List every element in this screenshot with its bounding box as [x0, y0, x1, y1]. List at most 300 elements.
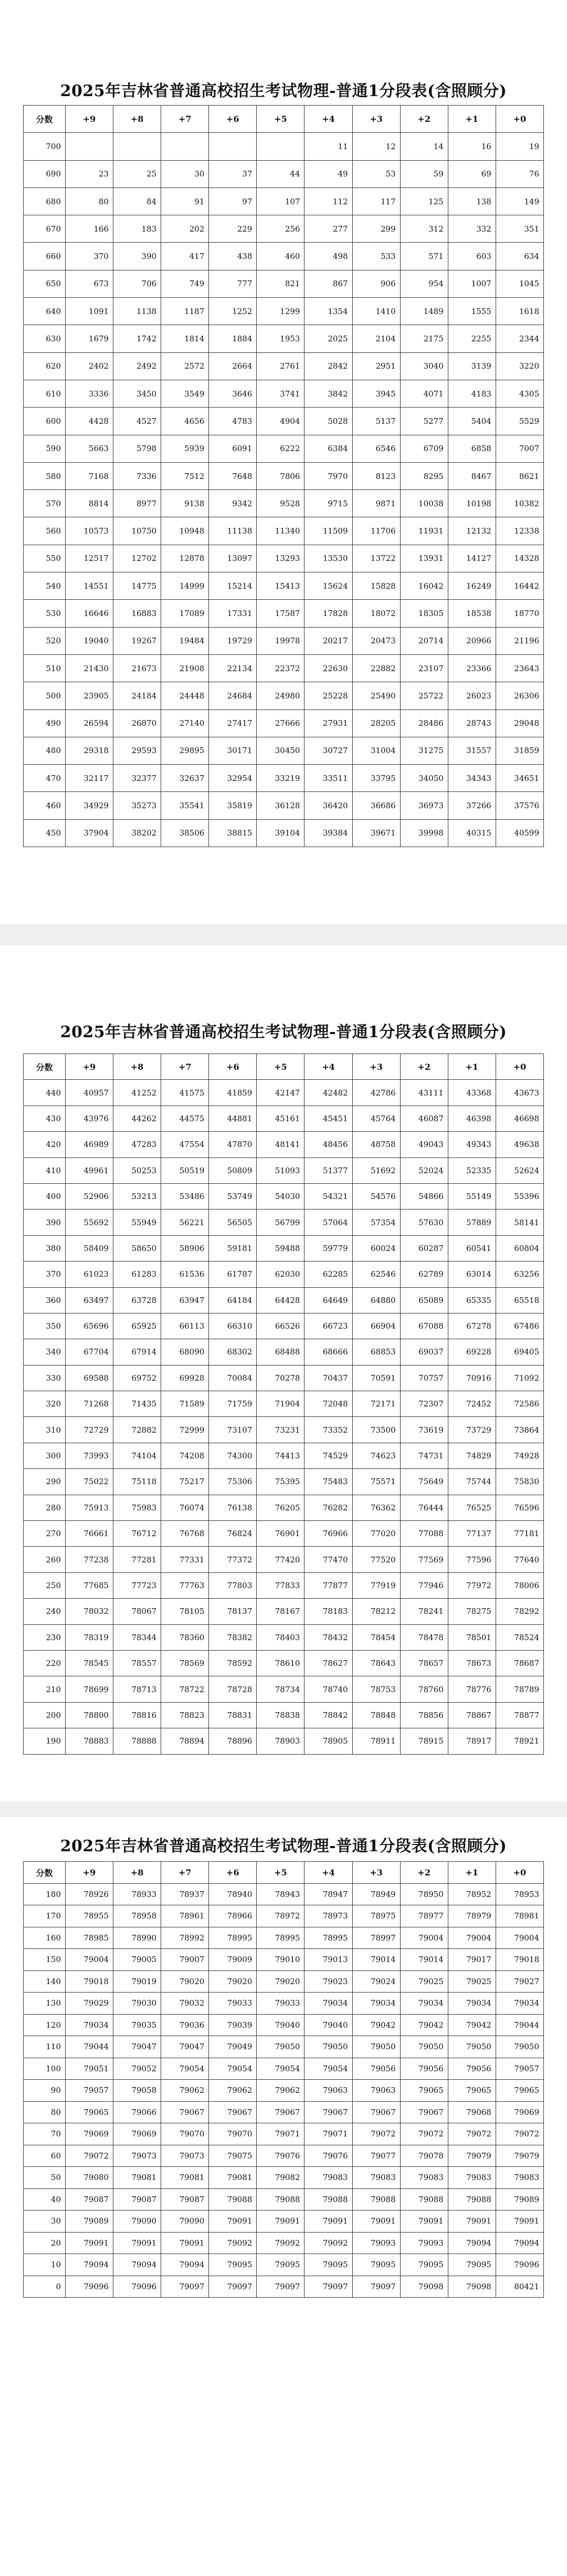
cumulative-count-cell: 1299	[257, 298, 304, 325]
cumulative-count-cell: 34651	[496, 765, 543, 792]
cumulative-count-cell: 78319	[66, 1624, 113, 1650]
table-row	[24, 710, 544, 737]
cumulative-count-cell: 78896	[209, 1728, 257, 1754]
score-cell: 660	[24, 243, 66, 270]
cumulative-count-cell: 23	[66, 160, 113, 187]
cumulative-count-cell: 78911	[352, 1728, 400, 1754]
cumulative-count-cell: 79094	[113, 2254, 161, 2276]
cumulative-count-cell: 5028	[304, 408, 352, 435]
cumulative-count-cell: 58141	[496, 1209, 543, 1235]
cumulative-count-cell: 44	[257, 160, 304, 187]
cumulative-count-cell: 78985	[66, 1927, 113, 1949]
table-row	[24, 1261, 544, 1287]
cumulative-count-cell: 30171	[209, 737, 257, 764]
table-row	[24, 298, 544, 325]
cumulative-count-cell: 533	[352, 243, 400, 270]
cumulative-count-cell: 48141	[257, 1132, 304, 1157]
cumulative-count-cell: 47283	[113, 1132, 161, 1157]
cumulative-count-cell: 22372	[257, 654, 304, 682]
cumulative-count-cell: 68090	[161, 1339, 209, 1365]
cumulative-count-cell: 28205	[352, 710, 400, 737]
cumulative-count-cell: 30	[161, 160, 209, 187]
cumulative-count-cell: 5529	[496, 408, 543, 435]
cumulative-count-cell: 6546	[352, 435, 400, 462]
cumulative-count-cell: 55149	[448, 1183, 496, 1209]
table-row	[24, 682, 544, 710]
cumulative-count-cell: 332	[448, 215, 496, 243]
cumulative-count-cell: 79091	[66, 2232, 113, 2254]
cumulative-count-cell: 2255	[448, 325, 496, 352]
cumulative-count-cell: 8814	[66, 490, 113, 517]
cumulative-count-cell: 23905	[66, 682, 113, 710]
cumulative-count-cell: 79095	[400, 2254, 448, 2276]
cumulative-count-cell: 1814	[161, 325, 209, 352]
cumulative-count-cell: 71759	[209, 1391, 257, 1417]
cumulative-count-cell: 78949	[352, 1883, 400, 1905]
score-cell: 20	[24, 2232, 66, 2254]
score-cell: 240	[24, 1599, 66, 1624]
cumulative-count-cell: 79004	[400, 1927, 448, 1949]
table-row	[24, 1287, 544, 1313]
cumulative-count-cell: 79023	[304, 1970, 352, 1993]
cumulative-count-cell: 75217	[161, 1469, 209, 1495]
cumulative-count-cell: 78990	[113, 1927, 161, 1949]
cumulative-count-cell: 30450	[257, 737, 304, 764]
cumulative-count-cell: 65696	[66, 1313, 113, 1339]
score-cell: 120	[24, 2014, 66, 2036]
cumulative-count-cell: 39998	[400, 819, 448, 847]
cumulative-count-cell: 76768	[161, 1521, 209, 1547]
cumulative-count-cell: 75306	[209, 1469, 257, 1495]
cumulative-count-cell: 66113	[161, 1313, 209, 1339]
cumulative-count-cell: 79020	[161, 1970, 209, 1993]
cumulative-count-cell: 66904	[352, 1313, 400, 1339]
score-cell: 280	[24, 1495, 66, 1520]
cumulative-count-cell: 75395	[257, 1469, 304, 1495]
cumulative-count-cell: 74623	[352, 1443, 400, 1468]
cumulative-count-cell: 78292	[496, 1599, 543, 1624]
column-header-offset: +0	[496, 1862, 543, 1884]
column-header-offset: +4	[304, 1862, 352, 1884]
cumulative-count-cell: 67088	[400, 1313, 448, 1339]
cumulative-count-cell: 25490	[352, 682, 400, 710]
cumulative-count-cell: 3549	[161, 380, 209, 407]
cumulative-count-cell: 62789	[400, 1261, 448, 1287]
score-cell: 420	[24, 1132, 66, 1157]
cumulative-count-cell: 3646	[209, 380, 257, 407]
cumulative-count-cell: 11138	[209, 517, 257, 545]
cumulative-count-cell: 6091	[209, 435, 257, 462]
table-row	[24, 654, 544, 682]
cumulative-count-cell: 79075	[209, 2145, 257, 2167]
cumulative-count-cell: 70916	[448, 1365, 496, 1391]
cumulative-count-cell: 78966	[209, 1905, 257, 1927]
cumulative-count-cell: 2492	[113, 352, 161, 380]
cumulative-count-cell: 73864	[496, 1417, 543, 1443]
cumulative-count-cell: 78972	[257, 1905, 304, 1927]
cumulative-count-cell: 79067	[257, 2101, 304, 2123]
cumulative-count-cell: 13097	[209, 545, 257, 572]
cumulative-count-cell: 79024	[352, 1970, 400, 1993]
cumulative-count-cell: 9138	[161, 490, 209, 517]
cumulative-count-cell: 72729	[66, 1417, 113, 1443]
score-cell: 680	[24, 187, 66, 215]
cumulative-count-cell: 8467	[448, 462, 496, 489]
cumulative-count-cell: 79091	[304, 2210, 352, 2233]
table-row	[24, 1313, 544, 1339]
cumulative-count-cell: 299	[352, 215, 400, 243]
cumulative-count-cell: 75571	[352, 1469, 400, 1495]
table-row	[24, 1132, 544, 1157]
table-row	[24, 1993, 544, 2015]
cumulative-count-cell: 8977	[113, 490, 161, 517]
cumulative-count-cell: 390	[113, 243, 161, 270]
cumulative-count-cell: 79089	[66, 2210, 113, 2233]
cumulative-count-cell: 2175	[400, 325, 448, 352]
cumulative-count-cell: 79056	[400, 2058, 448, 2080]
cumulative-count-cell: 79095	[257, 2254, 304, 2276]
cumulative-count-cell: 78699	[66, 1676, 113, 1702]
table-row	[24, 1624, 544, 1650]
cumulative-count-cell: 79098	[400, 2276, 448, 2298]
cumulative-count-cell: 79079	[496, 2145, 543, 2167]
cumulative-count-cell: 43976	[66, 1106, 113, 1131]
cumulative-count-cell: 44881	[209, 1106, 257, 1131]
cumulative-count-cell: 79097	[352, 2276, 400, 2298]
column-header-offset: +1	[448, 106, 496, 133]
cumulative-count-cell: 79032	[161, 1993, 209, 2015]
cumulative-count-cell: 202	[161, 215, 209, 243]
cumulative-count-cell: 78478	[400, 1624, 448, 1650]
cumulative-count-cell: 80	[66, 187, 113, 215]
cumulative-count-cell: 58409	[66, 1235, 113, 1261]
score-cell: 370	[24, 1261, 66, 1287]
score-cell: 160	[24, 1927, 66, 1949]
table-row	[24, 490, 544, 517]
cumulative-count-cell: 64649	[304, 1287, 352, 1313]
cumulative-count-cell: 77520	[352, 1547, 400, 1572]
cumulative-count-cell: 79093	[352, 2232, 400, 2254]
cumulative-count-cell: 75649	[400, 1469, 448, 1495]
cumulative-count-cell: 78926	[66, 1883, 113, 1905]
cumulative-count-cell: 78973	[304, 1905, 352, 1927]
cumulative-count-cell: 21196	[496, 627, 543, 654]
cumulative-count-cell: 60804	[496, 1235, 543, 1261]
cumulative-count-cell: 70084	[209, 1365, 257, 1391]
cumulative-count-cell: 4527	[113, 408, 161, 435]
column-header-offset: +3	[352, 106, 400, 133]
cumulative-count-cell: 79029	[66, 1993, 113, 2015]
cumulative-count-cell: 8621	[496, 462, 543, 489]
cumulative-count-cell: 56799	[257, 1209, 304, 1235]
cumulative-count-cell: 183	[113, 215, 161, 243]
cumulative-count-cell: 7806	[257, 462, 304, 489]
cumulative-count-cell: 80421	[496, 2276, 543, 2298]
cumulative-count-cell: 79050	[496, 2036, 543, 2058]
cumulative-count-cell: 26306	[496, 682, 543, 710]
cumulative-count-cell: 43368	[448, 1080, 496, 1106]
cumulative-count-cell: 11509	[304, 517, 352, 545]
table-row	[24, 1728, 544, 1754]
cumulative-count-cell: 79095	[209, 2254, 257, 2276]
cumulative-count-cell: 32377	[113, 765, 161, 792]
score-cell: 350	[24, 1313, 66, 1339]
cumulative-count-cell: 22134	[209, 654, 257, 682]
cumulative-count-cell: 634	[496, 243, 543, 270]
table-row	[24, 325, 544, 352]
cumulative-count-cell: 1007	[448, 270, 496, 297]
cumulative-count-cell: 78995	[209, 1927, 257, 1949]
cumulative-count-cell: 117	[352, 187, 400, 215]
cumulative-count-cell: 79098	[448, 2276, 496, 2298]
table-row	[24, 1106, 544, 1131]
page-separator	[0, 1801, 567, 1817]
cumulative-count-cell: 77281	[113, 1547, 161, 1572]
cumulative-count-cell: 33219	[257, 765, 304, 792]
cumulative-count-cell: 78105	[161, 1599, 209, 1624]
cumulative-count-cell: 19267	[113, 627, 161, 654]
cumulative-count-cell: 64880	[352, 1287, 400, 1313]
table-row	[24, 270, 544, 297]
cumulative-count-cell: 78947	[304, 1883, 352, 1905]
cumulative-count-cell: 49343	[448, 1132, 496, 1157]
cumulative-count-cell: 79040	[304, 2014, 352, 2036]
cumulative-count-cell: 79035	[113, 2014, 161, 2036]
table-row	[24, 1157, 544, 1183]
cumulative-count-cell: 62285	[304, 1261, 352, 1287]
table-row	[24, 1443, 544, 1468]
score-table	[23, 1861, 544, 2298]
cumulative-count-cell: 91	[161, 187, 209, 215]
header-row	[24, 106, 544, 133]
table-row	[24, 2167, 544, 2189]
cumulative-count-cell: 11340	[257, 517, 304, 545]
cumulative-count-cell: 76901	[257, 1521, 304, 1547]
cumulative-count-cell: 79036	[161, 2014, 209, 2036]
score-cell: 640	[24, 298, 66, 325]
cumulative-count-cell: 3842	[304, 380, 352, 407]
cumulative-count-cell: 79025	[400, 1970, 448, 1993]
cumulative-count-cell: 4656	[161, 408, 209, 435]
cumulative-count-cell: 79067	[161, 2101, 209, 2123]
cumulative-count-cell: 43673	[496, 1080, 543, 1106]
cumulative-count-cell: 79069	[496, 2101, 543, 2123]
table-row	[24, 1547, 544, 1572]
cumulative-count-cell: 79091	[496, 2210, 543, 2233]
cumulative-count-cell: 79078	[400, 2145, 448, 2167]
score-cell: 650	[24, 270, 66, 297]
table-row	[24, 1183, 544, 1209]
cumulative-count-cell: 77972	[448, 1572, 496, 1598]
cumulative-count-cell: 48456	[304, 1132, 352, 1157]
cumulative-count-cell: 57354	[352, 1209, 400, 1235]
cumulative-count-cell: 78006	[496, 1572, 543, 1598]
cumulative-count-cell: 79042	[400, 2014, 448, 2036]
cumulative-count-cell: 79054	[161, 2058, 209, 2080]
cumulative-count-cell: 24448	[161, 682, 209, 710]
cumulative-count-cell: 40599	[496, 819, 543, 847]
table-row	[24, 243, 544, 270]
cumulative-count-cell: 79095	[304, 2254, 352, 2276]
cumulative-count-cell: 79063	[352, 2080, 400, 2102]
cumulative-count-cell: 74104	[113, 1443, 161, 1468]
cumulative-count-cell: 79039	[209, 2014, 257, 2036]
cumulative-count-cell: 5798	[113, 435, 161, 462]
cumulative-count-cell: 79072	[496, 2123, 543, 2145]
cumulative-count-cell: 78032	[66, 1599, 113, 1624]
cumulative-count-cell: 79072	[448, 2123, 496, 2145]
cumulative-count-cell: 77685	[66, 1572, 113, 1598]
cumulative-count-cell: 53	[352, 160, 400, 187]
cumulative-count-cell: 79095	[448, 2254, 496, 2276]
cumulative-count-cell: 1742	[113, 325, 161, 352]
cumulative-count-cell: 277	[304, 215, 352, 243]
cumulative-count-cell: 9715	[304, 490, 352, 517]
cumulative-count-cell: 64428	[257, 1287, 304, 1313]
cumulative-count-cell: 438	[209, 243, 257, 270]
cumulative-count-cell: 78997	[352, 1927, 400, 1949]
table-row	[24, 1417, 544, 1443]
score-cell: 200	[24, 1702, 66, 1728]
cumulative-count-cell: 13722	[352, 545, 400, 572]
cumulative-count-cell: 17587	[257, 600, 304, 627]
cumulative-count-cell: 78992	[161, 1927, 209, 1949]
cumulative-count-cell: 70437	[304, 1365, 352, 1391]
cumulative-count-cell: 34343	[448, 765, 496, 792]
score-cell: 460	[24, 792, 66, 819]
score-cell: 230	[24, 1624, 66, 1650]
cumulative-count-cell: 749	[161, 270, 209, 297]
table-row	[24, 1883, 544, 1905]
cumulative-count-cell	[66, 133, 113, 160]
cumulative-count-cell: 78943	[257, 1883, 304, 1905]
table-row	[24, 2276, 544, 2298]
cumulative-count-cell: 71904	[257, 1391, 304, 1417]
cumulative-count-cell: 79004	[66, 1949, 113, 1971]
cumulative-count-cell: 6384	[304, 435, 352, 462]
cumulative-count-cell: 78734	[257, 1676, 304, 1702]
table-row	[24, 2188, 544, 2210]
cumulative-count-cell: 12132	[448, 517, 496, 545]
cumulative-count-cell: 79091	[113, 2232, 161, 2254]
cumulative-count-cell: 79083	[400, 2167, 448, 2189]
cumulative-count-cell: 79033	[257, 1993, 304, 2015]
cumulative-count-cell: 41252	[113, 1080, 161, 1106]
cumulative-count-cell: 78643	[352, 1650, 400, 1676]
column-header-offset: +9	[66, 106, 113, 133]
cumulative-count-cell: 79010	[257, 1949, 304, 1971]
score-cell: 0	[24, 2276, 66, 2298]
cumulative-count-cell: 22882	[352, 654, 400, 682]
cumulative-count-cell: 63728	[113, 1287, 161, 1313]
cumulative-count-cell: 69405	[496, 1339, 543, 1365]
cumulative-count-cell: 53749	[209, 1183, 257, 1209]
cumulative-count-cell: 7648	[209, 462, 257, 489]
cumulative-count-cell: 39104	[257, 819, 304, 847]
cumulative-count-cell	[161, 133, 209, 160]
cumulative-count-cell: 19040	[66, 627, 113, 654]
cumulative-count-cell: 79062	[209, 2080, 257, 2102]
cumulative-count-cell: 79068	[448, 2101, 496, 2123]
cumulative-count-cell: 35541	[161, 792, 209, 819]
cumulative-count-cell: 78816	[113, 1702, 161, 1728]
column-header-offset: +9	[66, 1862, 113, 1884]
cumulative-count-cell: 32954	[209, 765, 257, 792]
cumulative-count-cell: 75022	[66, 1469, 113, 1495]
cumulative-count-cell: 76074	[161, 1495, 209, 1520]
cumulative-count-cell: 39671	[352, 819, 400, 847]
cumulative-count-cell: 498	[304, 243, 352, 270]
cumulative-count-cell: 78961	[161, 1905, 209, 1927]
table-row	[24, 1599, 544, 1624]
cumulative-count-cell: 15214	[209, 572, 257, 600]
cumulative-count-cell: 79083	[448, 2167, 496, 2189]
score-cell: 590	[24, 435, 66, 462]
cumulative-count-cell: 69752	[113, 1365, 161, 1391]
cumulative-count-cell: 5137	[352, 408, 400, 435]
column-header-offset: +4	[304, 1054, 352, 1080]
cumulative-count-cell: 3040	[400, 352, 448, 380]
cumulative-count-cell: 76282	[304, 1495, 352, 1520]
cumulative-count-cell: 56221	[161, 1209, 209, 1235]
cumulative-count-cell: 79073	[161, 2145, 209, 2167]
cumulative-count-cell: 42147	[257, 1080, 304, 1106]
cumulative-count-cell: 16249	[448, 572, 496, 600]
cumulative-count-cell: 53486	[161, 1183, 209, 1209]
cumulative-count-cell: 79096	[113, 2276, 161, 2298]
cumulative-count-cell: 78545	[66, 1650, 113, 1676]
cumulative-count-cell: 79091	[352, 2210, 400, 2233]
cumulative-count-cell: 77919	[352, 1572, 400, 1598]
column-header-offset: +4	[304, 106, 352, 133]
cumulative-count-cell: 61023	[66, 1261, 113, 1287]
table-row	[24, 2101, 544, 2123]
cumulative-count-cell: 1354	[304, 298, 352, 325]
cumulative-count-cell: 33511	[304, 765, 352, 792]
table-row	[24, 1905, 544, 1927]
cumulative-count-cell: 73231	[257, 1417, 304, 1443]
cumulative-count-cell: 20473	[352, 627, 400, 654]
cumulative-count-cell: 76966	[304, 1521, 352, 1547]
table-row	[24, 2232, 544, 2254]
cumulative-count-cell: 4428	[66, 408, 113, 435]
cumulative-count-cell: 78713	[113, 1676, 161, 1702]
table-row	[24, 1676, 544, 1702]
cumulative-count-cell: 79069	[113, 2123, 161, 2145]
cumulative-count-cell: 79076	[257, 2145, 304, 2167]
cumulative-count-cell: 79054	[257, 2058, 304, 2080]
cumulative-count-cell: 27417	[209, 710, 257, 737]
cumulative-count-cell: 37904	[66, 819, 113, 847]
cumulative-count-cell: 32117	[66, 765, 113, 792]
table-row	[24, 1235, 544, 1261]
column-header-offset: +2	[400, 1862, 448, 1884]
cumulative-count-cell: 65925	[113, 1313, 161, 1339]
table-row	[24, 2058, 544, 2080]
cumulative-count-cell: 78687	[496, 1650, 543, 1676]
cumulative-count-cell: 75483	[304, 1469, 352, 1495]
cumulative-count-cell: 78728	[209, 1676, 257, 1702]
cumulative-count-cell: 75913	[66, 1495, 113, 1520]
cumulative-count-cell: 76444	[400, 1495, 448, 1520]
cumulative-count-cell: 13530	[304, 545, 352, 572]
table-row	[24, 2080, 544, 2102]
score-cell: 620	[24, 352, 66, 380]
cumulative-count-cell: 18770	[496, 600, 543, 627]
cumulative-count-cell: 78981	[496, 1905, 543, 1927]
table-row	[24, 435, 544, 462]
cumulative-count-cell: 79033	[209, 1993, 257, 2015]
